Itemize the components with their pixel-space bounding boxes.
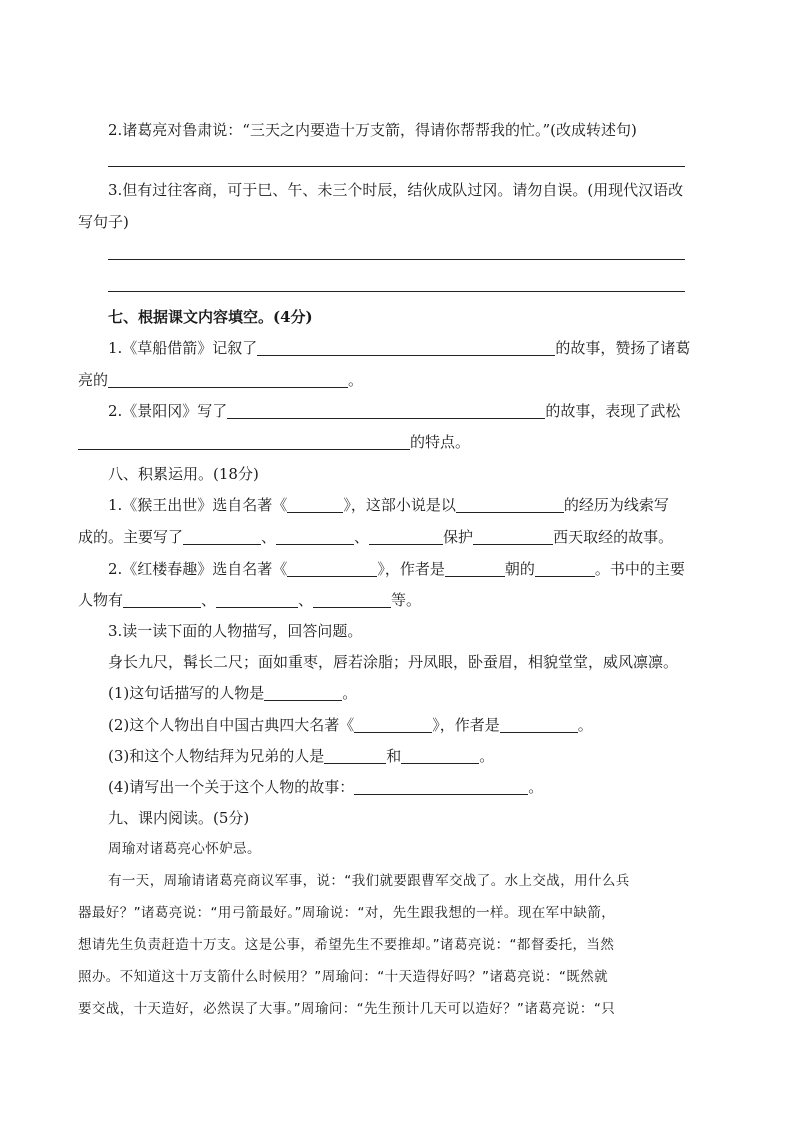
fill-blank[interactable] <box>313 591 391 608</box>
fill-blank[interactable] <box>264 684 342 701</box>
fill-blank[interactable] <box>78 433 410 450</box>
question-7-1-cont <box>78 370 363 390</box>
question-text: 的特点。 <box>410 433 471 451</box>
fill-blank[interactable] <box>276 528 354 545</box>
fill-blank[interactable] <box>401 747 479 764</box>
question-text: 西天取经的故事。 <box>553 528 674 546</box>
question-8-3-1 <box>108 683 357 703</box>
question-text: 的经历为线索写 <box>563 496 669 514</box>
fill-blank[interactable] <box>216 591 298 608</box>
question-text: 、 <box>354 528 370 546</box>
question-8-1-cont <box>78 527 673 547</box>
question-text: 。 <box>342 684 358 702</box>
section-9-title: 九、课内阅读。(5分) <box>108 809 250 827</box>
fill-blank[interactable] <box>369 528 443 545</box>
question-7-2 <box>108 401 680 421</box>
question-7-1 <box>108 338 690 358</box>
question-text: 。书中的主要 <box>594 560 685 578</box>
fill-blank[interactable] <box>183 528 261 545</box>
fill-blank[interactable] <box>287 496 343 513</box>
reading-line: 有一天，周瑜请诸葛亮商议军事，说：“我们就要跟曹军交战了。水上交战，用什么兵 <box>108 873 630 889</box>
fill-blank[interactable] <box>445 560 505 577</box>
character-description: 身长九尺，髯长二尺；面如重枣，唇若涂脂；丹凤眼，卧蚕眉，相貌堂堂，威风凛凛。 <box>108 653 679 671</box>
fill-blank[interactable] <box>287 560 377 577</box>
fill-blank[interactable] <box>354 778 528 795</box>
question-text: 、 <box>261 528 277 546</box>
question-text: 》，这部小说是以 <box>343 496 456 514</box>
question-8-3-4 <box>108 777 543 797</box>
question-text: 2.《红楼春趣》选自名著《 <box>108 560 288 578</box>
fill-blank[interactable] <box>456 496 564 513</box>
question-text: 人物有 <box>78 591 124 609</box>
question-text: 成的。主要写了 <box>78 528 184 546</box>
question-8-3-2 <box>108 715 593 735</box>
reading-line: 要交战，十天造好，必然误了大事。”周瑜问：“先生预计几天可以造好？”诸葛亮说：“只 <box>78 1001 616 1017</box>
question-text: 》，作者是 <box>432 716 500 734</box>
question-text: 朝的 <box>504 560 535 578</box>
section-7-title: 七、根据课文内容填空。(4分) <box>108 308 313 326</box>
question-8-3-3 <box>108 746 494 766</box>
fill-blank[interactable] <box>354 716 432 733</box>
question-6-3-line2: 写句子) <box>78 213 129 231</box>
fill-blank[interactable] <box>500 716 578 733</box>
answer-line[interactable] <box>108 166 685 167</box>
fill-blank[interactable] <box>473 528 553 545</box>
question-text: 的故事，表现了武松 <box>545 402 681 420</box>
question-text: 的故事，赞扬了诸葛 <box>555 339 691 357</box>
question-text: 。 <box>577 716 593 734</box>
question-text: 》，作者是 <box>377 560 445 578</box>
fill-blank[interactable] <box>324 747 386 764</box>
question-text: 保护 <box>443 528 474 546</box>
reading-line: 周瑜对诸葛亮心怀妒忌。 <box>108 841 261 857</box>
fill-blank[interactable] <box>535 560 595 577</box>
question-text: (4)请写出一个关于这个人物的故事： <box>108 778 355 796</box>
question-7-2-cont <box>78 432 470 452</box>
question-8-2-cont <box>78 590 421 610</box>
question-text: 等。 <box>391 591 422 609</box>
question-8-3: 3.读一读下面的人物描写，回答问题。 <box>108 622 363 640</box>
question-text: 。 <box>479 747 495 765</box>
question-8-1 <box>108 495 669 515</box>
fill-blank[interactable] <box>108 371 348 388</box>
question-text: (3)和这个人物结拜为兄弟的人是 <box>108 747 325 765</box>
question-6-3-line1: 3.但有过往客商，可于巳、午、未三个时辰，结伙成队过冈。请勿自误。(用现代汉语改 <box>108 181 684 199</box>
fill-blank[interactable] <box>257 339 555 356</box>
question-text: 1.《猴王出世》选自名著《 <box>108 496 288 514</box>
question-text: (2)这个人物出自中国古典四大名著《 <box>108 716 355 734</box>
question-8-2 <box>108 559 685 579</box>
question-text: 亮的 <box>78 371 109 389</box>
fill-blank[interactable] <box>123 591 201 608</box>
fill-blank[interactable] <box>227 402 545 419</box>
section-8-title: 八、积累运用。(18分) <box>108 465 259 483</box>
answer-line[interactable] <box>108 259 685 260</box>
question-text: 。 <box>348 371 364 389</box>
question-text: (1)这句话描写的人物是 <box>108 684 265 702</box>
question-text: 。 <box>528 778 544 796</box>
question-text: 1.《草船借箭》记叙了 <box>108 339 258 357</box>
reading-line: 想请先生负责赶造十万支。这是公事，希望先生不要推却。”诸葛亮说：“都督委托，当然 <box>78 937 615 953</box>
reading-line: 器最好？”诸葛亮说：“用弓箭最好。”周瑜说：“对，先生跟我想的一样。现在军中缺箭， <box>78 905 616 921</box>
answer-line[interactable] <box>108 291 685 292</box>
question-text: 2.《景阳冈》写了 <box>108 402 228 420</box>
reading-line: 照办。不知道这十万支箭什么时候用？”周瑜问：“十天造得好吗？”诸葛亮说：“既然就 <box>78 969 608 985</box>
question-text: 、 <box>298 591 314 609</box>
question-6-2: 2.诸葛亮对鲁肃说：“三天之内要造十万支箭，得请你帮帮我的忙。”(改成转述句) <box>108 121 637 139</box>
question-text: 和 <box>386 747 402 765</box>
question-text: 、 <box>201 591 217 609</box>
